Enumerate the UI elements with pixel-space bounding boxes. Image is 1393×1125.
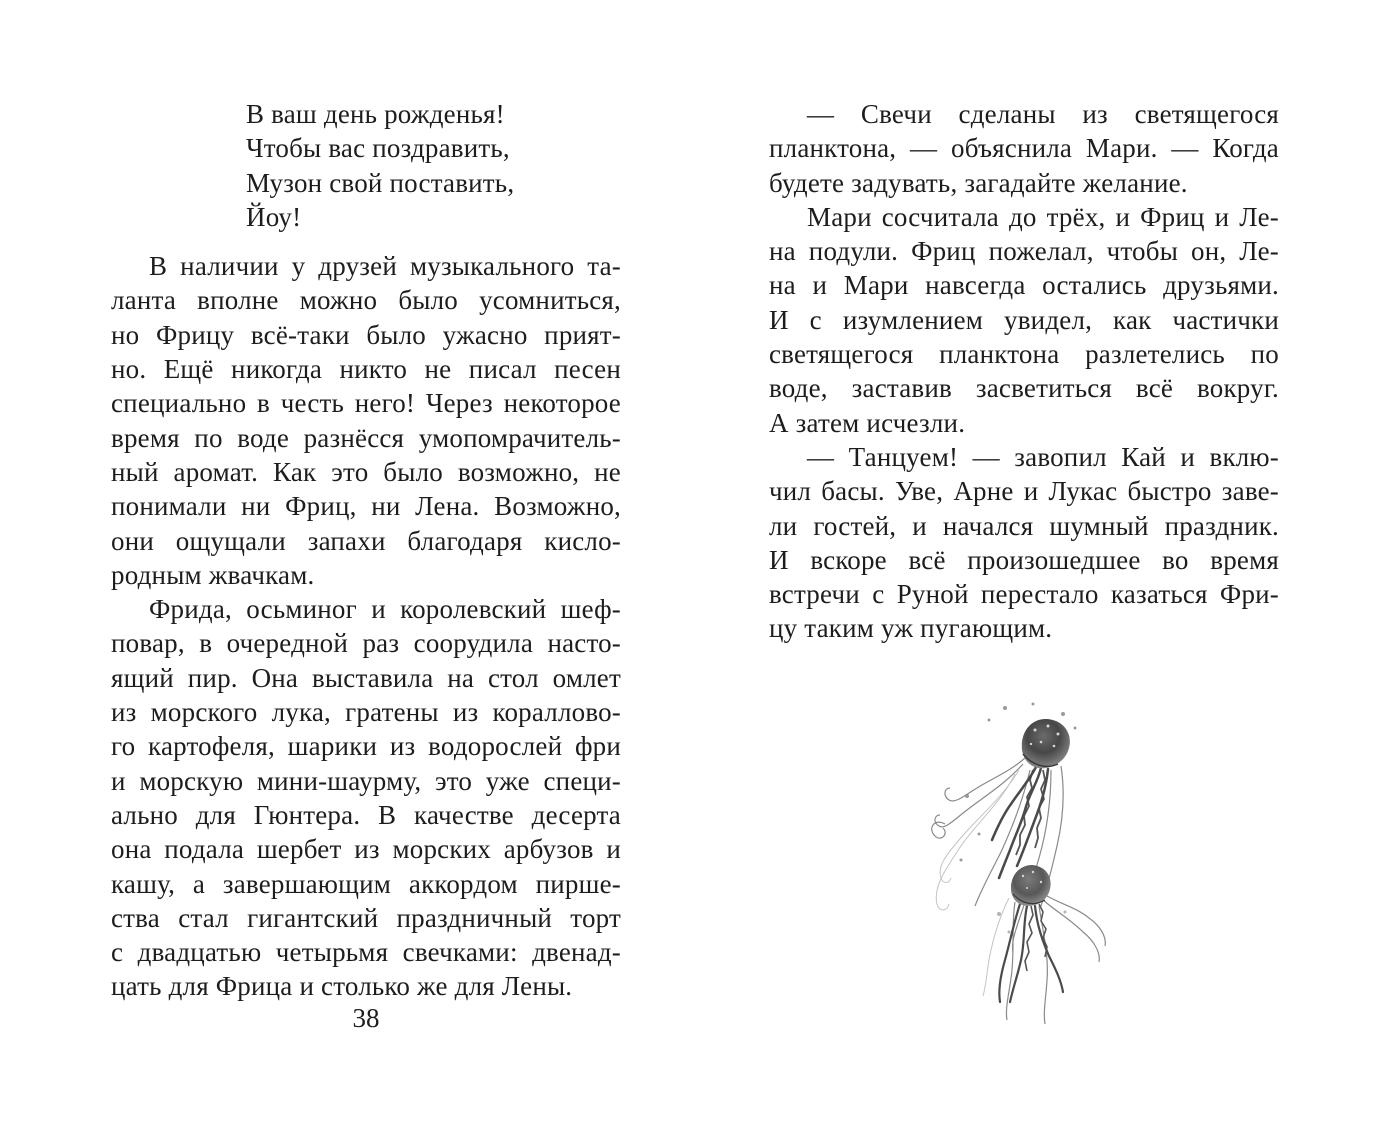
text-line: светящегося планктона разлетелись по bbox=[769, 339, 1279, 370]
text-line: В наличии у друзей музыкального та- bbox=[149, 251, 621, 282]
right-paragraph-3 bbox=[769, 440, 1279, 646]
text-line: но. Ещё никогда никто не писал песен bbox=[111, 354, 621, 385]
text-line: встречи с Руной перестало казаться Фри- bbox=[769, 579, 1279, 610]
text-line: но Фрицу всё-таки было ужасно прият- bbox=[111, 319, 621, 350]
text-line: понимали ни Фриц, ни Лена. Возможно, bbox=[111, 491, 621, 522]
poem-line: Чтобы вас поздравить, bbox=[246, 133, 510, 164]
text-line: чил басы. Уве, Арне и Лукас быстро заве- bbox=[769, 476, 1279, 507]
jellyfish-2 bbox=[983, 865, 1105, 1024]
text-line: цу таким уж пугающим. bbox=[769, 613, 1053, 644]
poem-block bbox=[246, 97, 621, 234]
text-line: родным жвачкам. bbox=[111, 559, 315, 590]
text-line: И вскоре всё произошедшее во время bbox=[769, 544, 1279, 575]
text-line: будете задувать, загадайте желание. bbox=[769, 167, 1188, 198]
right-column bbox=[769, 97, 1279, 646]
text-line: ально для Гюнтера. В качестве десерта bbox=[111, 799, 621, 830]
text-line: специально в честь него! Через некоторое bbox=[111, 388, 621, 419]
poem-line: Музон свой поставить, bbox=[246, 167, 515, 198]
text-line: с двадцатью четырьмя свечками: двенад- bbox=[111, 937, 621, 968]
text-line: — Танцуем! — завопил Кай и вклю- bbox=[807, 441, 1279, 472]
text-line: время по воде разнёсся умопомрачитель- bbox=[111, 422, 621, 453]
jellyfish-illustration bbox=[915, 700, 1125, 1040]
text-line: воде, заставив засветиться всё вокруг. bbox=[769, 373, 1279, 404]
poem-line: Йоу! bbox=[246, 201, 302, 232]
text-line: ланта вполне можно было усомниться, bbox=[111, 285, 621, 316]
jellyfish-1-bell bbox=[1022, 719, 1070, 768]
text-line: ящий пир. Она выставила на стол омлет bbox=[111, 662, 621, 693]
text-line: ли гостей, и начался шумный праздник. bbox=[769, 510, 1279, 541]
text-line: — Свечи сделаны из светящегося bbox=[807, 99, 1279, 129]
text-line: на и Мари навсегда остались друзьями. bbox=[769, 270, 1279, 301]
poem-line: В ваш день рожденья! bbox=[246, 99, 505, 129]
text-line: Мари сосчитала до трёх, и Фриц и Ле- bbox=[807, 201, 1279, 232]
text-line: планктона, — объяснила Мари. — Когда bbox=[769, 133, 1279, 164]
text-line: из морского лука, гратены из кораллово- bbox=[111, 697, 621, 728]
right-paragraph-1 bbox=[769, 97, 1279, 200]
page-number: 38 bbox=[352, 1003, 380, 1033]
left-paragraph-1 bbox=[111, 249, 621, 592]
text-line: и морскую мини-шаурму, это уже специ- bbox=[111, 765, 621, 796]
text-line: цать для Фрица и столько же для Лены. bbox=[111, 971, 573, 1002]
text-line: Фрида, осьминог и королевский шеф- bbox=[149, 594, 621, 625]
jellyfish-svg bbox=[915, 700, 1125, 1040]
right-paragraph-2 bbox=[769, 200, 1279, 440]
left-column bbox=[111, 97, 621, 1004]
text-line: А затем исчезли. bbox=[769, 407, 966, 438]
left-paragraph-2 bbox=[111, 592, 621, 1004]
text-line: они ощущали запахи благодаря кисло- bbox=[111, 525, 621, 556]
text-line: кашу, а завершающим аккордом пирше- bbox=[111, 868, 621, 899]
text-line: И с изумлением увидел, как частички bbox=[769, 304, 1279, 335]
text-line: повар, в очередной раз соорудила насто- bbox=[111, 628, 621, 659]
text-line: она подала шербет из морских арбузов и bbox=[111, 834, 621, 865]
text-line: на подули. Фриц пожелал, чтобы он, Ле- bbox=[769, 236, 1279, 267]
text-line: ный аромат. Как это было возможно, не bbox=[111, 456, 621, 487]
text-line: ства стал гигантский праздничный торт bbox=[111, 902, 621, 933]
text-line: го картофеля, шарики из водорослей фри bbox=[111, 731, 621, 762]
